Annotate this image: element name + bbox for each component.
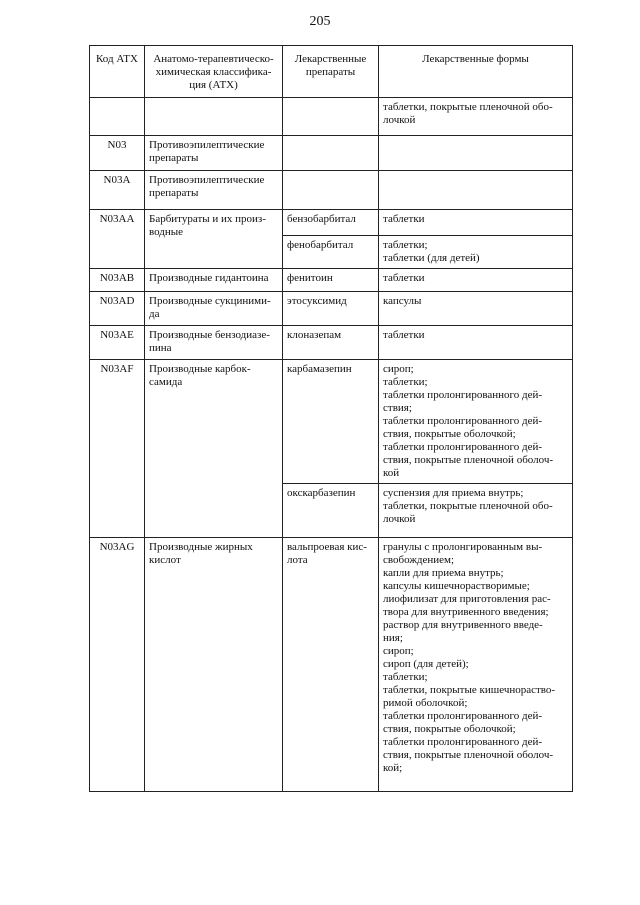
cell-line: гранулы с пролонгированным вы- [383,541,543,553]
cell-line: лочкой [383,114,416,126]
classification-cell [145,210,283,269]
dosage-forms-cell [379,171,573,210]
dosage-forms-cell [379,484,573,538]
table-body [90,98,573,792]
table-row [90,269,573,292]
dosage-forms-cell [379,210,573,236]
cell-line: Противоэпилептические [149,174,265,186]
drug-name-cell: фенитоин [283,269,379,292]
cell-line: ствия, покрытые оболочкой; [383,428,516,440]
dosage-forms-cell [379,236,573,269]
cell-line: Производные карбок- [149,363,251,375]
cell-line: сироп; [383,645,414,657]
atx-code-cell: N03AA [90,210,145,269]
drug-name-cell: вальпроевая кис- лота [283,538,379,792]
cell-line: ствия, покрытые оболочкой; [383,723,516,735]
cell-line: ствия; [383,402,412,414]
cell-line: лочкой [383,513,416,525]
cell-line: сироп; [383,363,414,375]
drug-name-cell: фенобарбитал [283,236,379,269]
cell-line: таблетки; [383,671,428,683]
drug-name-cell [283,136,379,171]
dosage-forms-cell [379,538,573,792]
dosage-forms-cell [379,98,573,136]
table-row [90,292,573,326]
cell-line: кой [383,467,400,479]
cell-line: Производные сукциними- [149,295,271,307]
atx-code-cell [90,98,145,136]
atx-code-cell: N03 [90,136,145,171]
table-header-row [90,46,573,98]
cell-line: таблетки [383,272,425,284]
cell-line: да [149,308,160,320]
cell-line: самида [149,376,183,388]
cell-line: таблетки; [383,239,428,251]
atx-code-cell: N03AB [90,269,145,292]
cell-line: римой оболочкой; [383,697,468,709]
atx-code-cell: N03AD [90,292,145,326]
cell-line: таблетки пролонгированного дей- [383,441,543,453]
cell-line: препараты [149,187,199,199]
page-number: 205 [309,14,331,29]
drug-name-cell: карбамазепин [283,360,379,484]
drug-name-cell: этосуксимид [283,292,379,326]
cell-line: кой; [383,762,403,774]
classification-cell [145,136,283,171]
classification-cell [145,326,283,360]
cell-line: ствия, покрытые пленочной оболоч- [383,454,554,466]
cell-line: таблетки пролонгированного дей- [383,415,543,427]
table-row [90,136,573,171]
drug-name-cell [283,98,379,136]
cell-line: таблетки [383,329,425,341]
classification-cell [145,538,283,792]
cell-line: таблетки пролонгированного дей- [383,710,543,722]
header-code: Код АТХ [90,46,145,98]
cell-line: лиофилизат для приготовления рас- [383,593,551,605]
table-row [90,326,573,360]
cell-line: раствор для внутривенного введе- [383,619,543,631]
atx-drug-table [89,45,573,792]
classification-cell [145,292,283,326]
cell-line: таблетки, покрытые кишечнораство- [383,684,556,696]
header-forms: Лекарственные формы [379,46,573,98]
cell-line: таблетки, покрытые пленочной обо- [383,500,553,512]
drug-name-cell: клоназепам [283,326,379,360]
cell-line: свобождением; [383,554,455,566]
atx-code-cell: N03A [90,171,145,210]
cell-line: таблетки (для детей) [383,252,480,264]
drug-name-cell: бензобарбитал [283,210,379,236]
classification-cell [145,269,283,292]
cell-line: препараты [149,152,199,164]
cell-line: таблетки пролонгированного дей- [383,736,543,748]
cell-line: капсулы [383,295,422,307]
cell-line: суспензия для приема внутрь; [383,487,524,499]
dosage-forms-cell [379,292,573,326]
cell-line: ния; [383,632,403,644]
classification-cell [145,171,283,210]
dosage-forms-cell [379,326,573,360]
classification-cell [145,98,283,136]
cell-line: сироп (для детей); [383,658,469,670]
atx-code-cell: N03AE [90,326,145,360]
cell-line: Производные гидантоина [149,272,269,284]
cell-line: таблетки, покрытые пленочной обо- [383,101,553,113]
table-row [90,538,573,792]
dosage-forms-cell [379,360,573,484]
dosage-forms-cell [379,269,573,292]
table-row [90,360,573,484]
cell-line: таблетки [383,213,425,225]
cell-line: ствия, покрытые пленочной оболоч- [383,749,554,761]
drug-name-cell [283,171,379,210]
cell-line: таблетки пролонгированного дей- [383,389,543,401]
cell-line: Производные жирных [149,541,253,553]
atx-code-cell: N03AF [90,360,145,538]
cell-line: капли для приема внутрь; [383,567,504,579]
table-row [90,171,573,210]
header-classification: Анатомо-терапевтическо- химическая классифика- ция (АТХ) [145,46,283,98]
cell-line: кислот [149,554,181,566]
drug-name-cell: окскарбазепин [283,484,379,538]
classification-cell [145,360,283,538]
cell-line: водные [149,226,184,238]
cell-line: капсулы кишечнорастворимые; [383,580,530,592]
cell-line: Противоэпилептические [149,139,265,151]
cell-line: Производные бензодиазе- [149,329,270,341]
dosage-forms-cell [379,136,573,171]
cell-line: твора для внутривенного введения; [383,606,549,618]
table-row [90,98,573,136]
cell-line: пина [149,342,172,354]
atx-code-cell: N03AG [90,538,145,792]
cell-line: Барбитураты и их произ- [149,213,266,225]
header-drugs: Лекарственные препараты [283,46,379,98]
cell-line: таблетки; [383,376,428,388]
table-row [90,210,573,236]
